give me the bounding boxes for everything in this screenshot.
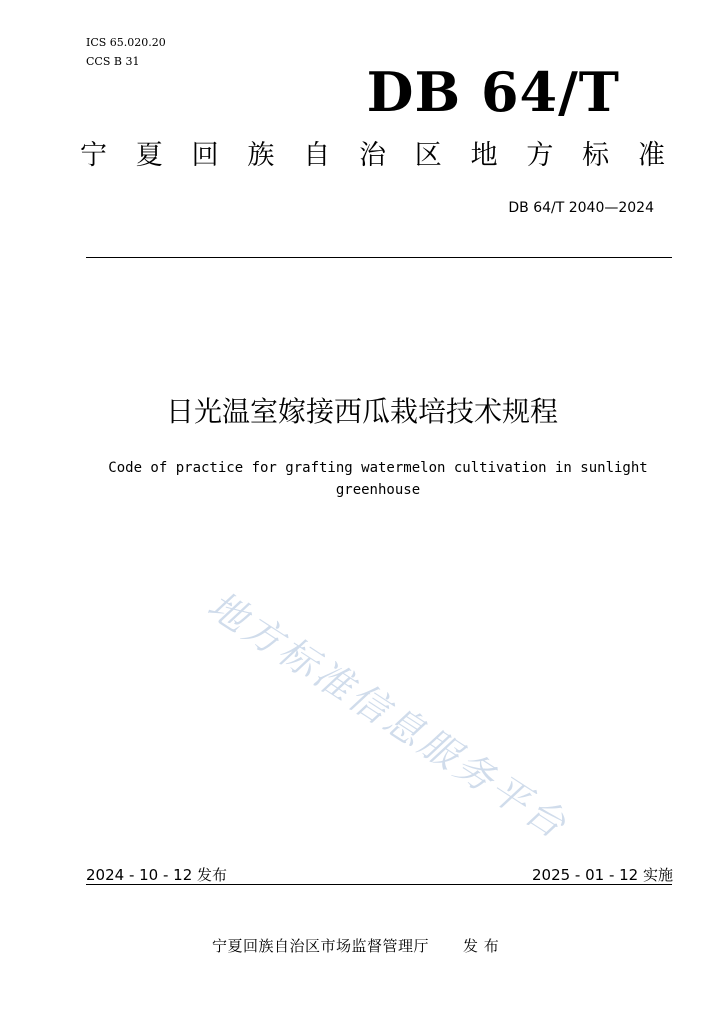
publish-date: 2024 - 10 - 12 发布 [86,866,228,884]
document-title-english: Code of practice for grafting watermelon cultivation in sunlight greenhouse [108,460,648,498]
issuing-authority [212,935,499,956]
standard-type-char: 方 [526,140,554,171]
ccs-code: CCS B 31 [86,55,140,68]
standard-type-char: 治 [358,140,386,171]
standard-type-char: 回 [191,140,219,171]
standard-brand-logo: DB 64/T [366,60,620,124]
standard-type-char: 地 [470,140,498,171]
standard-type-char: 标 [582,140,610,171]
watermark: 地方标准信息服务平台 [199,582,577,849]
ics-code: ICS 65.020.20 [86,36,166,49]
issuer-action: 发 布 [463,937,500,955]
standard-type-char: 宁 [80,140,107,171]
standard-number: DB 64/T 2040—2024 [508,200,654,216]
issuer-name: 宁夏回族自治区市场监督管理厅 [212,937,430,955]
standard-type-char: 自 [303,140,331,171]
implementation-date: 2025 - 01 - 12 实施 [531,866,673,884]
standard-type-heading [80,138,665,174]
footer-divider [86,884,672,885]
standard-type-char: 准 [637,140,665,171]
header-divider [86,257,672,258]
standard-type-char: 区 [414,140,442,171]
document-title-chinese: 日光温室嫁接西瓜栽培技术规程 [165,395,558,428]
standard-type-char: 夏 [135,140,163,171]
standard-type-char: 族 [247,140,275,171]
